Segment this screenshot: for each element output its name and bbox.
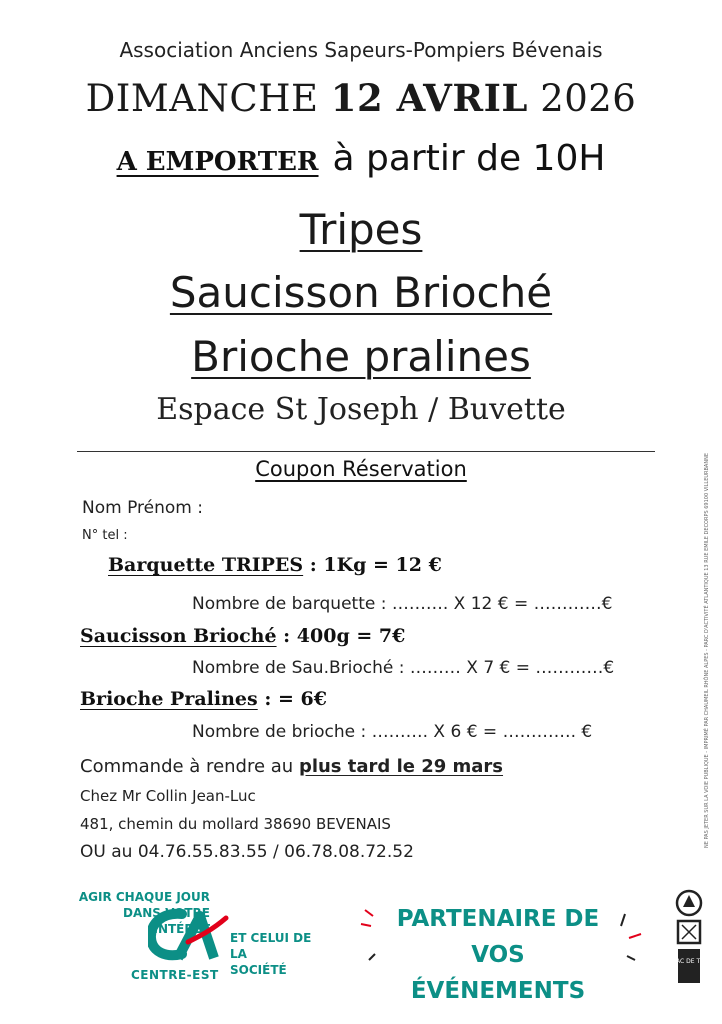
- product-line: [80, 625, 405, 647]
- slogan-line: DANS VOTRE: [122, 906, 210, 920]
- order-date: plus tard le 29 mars: [298, 756, 504, 777]
- quantity-line: Nombre de brioche : ………. X 6 € = …………. €: [192, 722, 593, 742]
- address-line: Chez Mr Collin Jean-Luc: [80, 787, 256, 805]
- credit-agricole-logo: [148, 908, 230, 964]
- product-name: Brioche Pralines: [80, 688, 258, 710]
- phone-line: OU au 04.76.55.83.55 / 06.78.08.72.52: [80, 842, 414, 862]
- slogan-line: AGIR CHAQUE JOUR: [78, 890, 210, 904]
- dish-title: Tripes: [299, 205, 423, 254]
- partner-line: VOS ÉVÉNEMENTS: [410, 942, 586, 1004]
- association-name: Association Anciens Sapeurs-Pompiers Bévenais: [119, 38, 603, 62]
- product-name: Barquette TRIPES: [108, 554, 304, 576]
- name-field-label: Nom Prénom :: [82, 498, 203, 518]
- product-line: [80, 688, 327, 710]
- date-year: 2026: [540, 77, 637, 120]
- address-line: 481, chemin du mollard 38690 BEVENAIS: [80, 815, 391, 833]
- product-price: : 400g = 7€: [276, 625, 406, 647]
- printer-notice: [703, 370, 715, 850]
- tel-field-label: N° tel :: [82, 528, 128, 543]
- printer-notice-text: NE PAS JETER SUR LA VOIE PUBLIQUE - IMPRIMÉ PAR CHAUMEIL RHÔNE ALPES - PARC D'ACTIVITÉ ATLANTIQUE 13 RUE EMILE DECORPS 69100 VILLEURBANNE: [704, 453, 710, 848]
- slogan-line: SOCIÉTÉ: [230, 963, 287, 977]
- slogan-line: ET CELUI DE LA: [230, 931, 312, 961]
- event-date: [0, 76, 722, 120]
- takeaway-label: A EMPORTER: [116, 147, 319, 177]
- product-price: : 1Kg = 12 €: [303, 554, 442, 576]
- dish-title: Brioche pralines: [191, 332, 531, 381]
- start-time: à partir de 10H: [332, 138, 606, 179]
- quantity-line: Nombre de barquette : ………. X 12 € = …………€: [192, 594, 613, 614]
- slogan-line: INTÉRÊT: [153, 922, 210, 936]
- quantity-line: Nombre de Sau.Brioché : ……… X 7 € = …………€: [192, 658, 615, 678]
- product-name: Saucisson Brioché: [80, 625, 277, 647]
- divider: [77, 451, 655, 452]
- order-prefix: Commande à rendre au: [80, 756, 299, 777]
- partner-banner: [382, 901, 614, 1009]
- recycle-icon: [669, 887, 709, 987]
- bank-region: CENTRE-EST: [131, 968, 219, 982]
- venue: Espace St Joseph / Buvette: [156, 392, 566, 427]
- recycle-badge-text: BAC DE TRI: [671, 958, 707, 965]
- product-price: : = 6€: [257, 688, 327, 710]
- partner-line: PARTENAIRE DE: [396, 906, 600, 932]
- date-main: 12 AVRIL: [330, 76, 528, 120]
- coupon-title: Coupon Réservation: [255, 457, 467, 481]
- bank-slogan-right: [230, 930, 330, 978]
- product-line: [108, 554, 442, 576]
- order-deadline: [80, 756, 503, 777]
- takeaway-line: [0, 138, 722, 179]
- date-day: DIMANCHE: [85, 77, 319, 120]
- dish-title: Saucisson Brioché: [169, 268, 553, 317]
